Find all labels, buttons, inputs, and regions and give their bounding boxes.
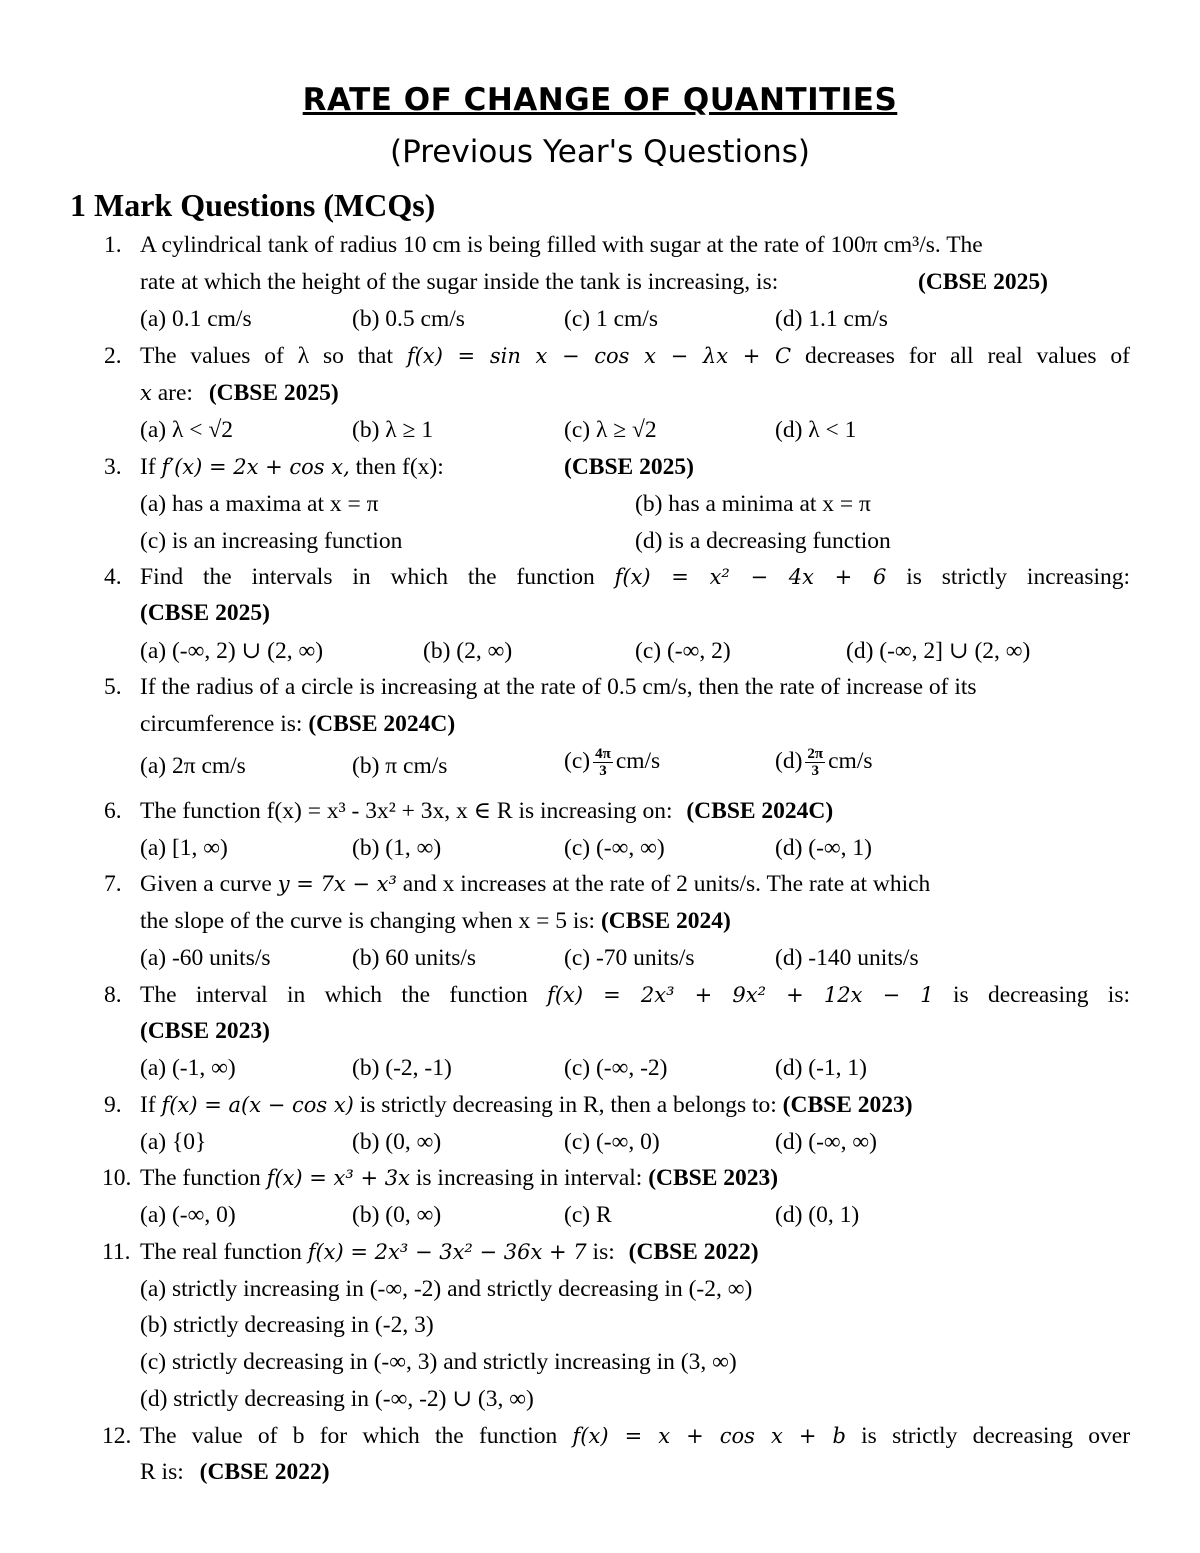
fraction	[805, 746, 825, 779]
option-b: (b) λ ≥ 1	[352, 417, 434, 443]
question-11	[102, 1237, 1130, 1267]
option-a: (a) 2π cm/s	[140, 753, 246, 779]
question-text: If the radius of a circle is increasing at the rate of 0.5 cm/s, then the rate of increase of its	[140, 674, 977, 700]
option-b: (b) strictly decreasing in (-2, 3)	[140, 1312, 434, 1338]
math-expression: f′(x) = 2x + cos x,	[161, 455, 350, 479]
question-7	[104, 869, 1130, 899]
question-text: is decreasing is:	[953, 982, 1131, 1008]
page-subtitle: (Previous Year's Questions)	[389, 134, 810, 170]
question-number: 2.	[104, 343, 122, 369]
option-d: (d) strictly decreasing in (-∞, -2) ∪ (3, ∞)	[140, 1386, 534, 1412]
question-number: 6.	[104, 798, 122, 824]
question-text: the slope of the curve is changing when x = 5 is:	[140, 908, 596, 934]
option-d: (d) -140 units/s	[775, 945, 919, 971]
option-c: (c) (-∞, -2)	[564, 1055, 668, 1081]
question-source: (CBSE 2024C)	[308, 711, 456, 737]
question-number: 5.	[104, 674, 122, 700]
question-text: rate at which the height of the sugar inside the tank is increasing, is:	[140, 269, 779, 295]
math-expression: f(x) = 2x³ + 9x² + 12x − 1	[547, 983, 934, 1007]
question-text: is:	[592, 1239, 615, 1265]
question-10	[102, 1163, 1130, 1193]
question-text: The function f(x) = x³ - 3x² + 3x, x ∈ R is increasing on:	[140, 798, 673, 824]
option-c	[564, 746, 660, 779]
option-d: (d) (-∞, ∞)	[775, 1129, 878, 1155]
option-a: (a) (-∞, 0)	[140, 1202, 236, 1228]
question-2	[104, 341, 1131, 371]
option-a: (a) [1, ∞)	[140, 835, 228, 861]
question-source: (CBSE 2023)	[140, 1018, 270, 1044]
question-4-line2	[140, 598, 1130, 628]
option-b: (b) (-2, -1)	[352, 1055, 452, 1081]
question-source: (CBSE 2025)	[208, 380, 339, 406]
question-2-line2	[140, 378, 1130, 408]
question-number: 9.	[104, 1092, 122, 1118]
question-6	[104, 796, 1130, 826]
option-c: (c) (-∞, ∞)	[564, 835, 665, 861]
question-8	[104, 980, 1131, 1010]
option-d: (d) is a decreasing function	[635, 528, 891, 554]
option-c: (c) (-∞, 0)	[564, 1129, 660, 1155]
option-b: (b) (0, ∞)	[352, 1129, 442, 1155]
option-d: (d) λ < 1	[775, 417, 857, 443]
question-number: 4.	[104, 564, 122, 590]
question-text: The value of b for which the function	[140, 1423, 558, 1449]
question-text: The values of λ so that	[140, 343, 394, 369]
question-7-line2	[140, 906, 1130, 936]
fraction-denominator: 3	[811, 763, 820, 780]
option-unit: cm/s	[615, 748, 661, 774]
question-number: 12.	[102, 1423, 132, 1449]
question-1	[104, 230, 1130, 260]
question-text: A cylindrical tank of radius 10 cm is being filled with sugar at the rate of 100π cm³/s. The	[140, 232, 983, 258]
question-number: 1.	[104, 232, 122, 258]
question-3	[104, 452, 1130, 482]
question-text: The real function	[140, 1239, 302, 1265]
question-number: 7.	[104, 871, 122, 897]
fraction-numerator: 4π	[595, 746, 611, 763]
option-b: (b) 60 units/s	[352, 945, 477, 971]
question-8-line2	[140, 1016, 1130, 1046]
option-d: (d) (-∞, 2] ∪ (2, ∞)	[846, 638, 1031, 664]
option-c: (c) is an increasing function	[140, 528, 403, 554]
option-a: (a) {0}	[140, 1129, 207, 1155]
question-source: (CBSE 2025)	[564, 454, 694, 480]
question-text: If	[140, 454, 156, 480]
question-text: and x increases at the rate of 2 units/s. The rate at which	[402, 871, 931, 897]
option-a: (a) has a maxima at x = π	[140, 491, 379, 517]
question-source: (CBSE 2023)	[648, 1165, 779, 1191]
question-5	[104, 672, 1130, 702]
option-label: (d)	[775, 748, 803, 774]
fraction-numerator: 2π	[807, 746, 824, 763]
question-text: R is:	[140, 1459, 184, 1485]
question-text: decreases for all real values of	[804, 343, 1131, 369]
question-text: If	[140, 1092, 156, 1118]
question-12-line2	[140, 1457, 1130, 1487]
option-b: (b) (2, ∞)	[423, 638, 513, 664]
question-source: (CBSE 2025)	[140, 600, 270, 626]
option-a: (a) -60 units/s	[140, 945, 271, 971]
question-number: 3.	[104, 454, 122, 480]
option-d: (d) (0, 1)	[775, 1202, 860, 1228]
option-b: (b) π cm/s	[352, 753, 448, 779]
question-text: is strictly increasing:	[906, 564, 1131, 590]
option-unit: cm/s	[828, 748, 873, 774]
question-source: (CBSE 2024C)	[686, 798, 834, 824]
math-expression: f(x) = 2x³ − 3x² − 36x + 7	[307, 1240, 587, 1264]
question-source: (CBSE 2025)	[918, 269, 1048, 295]
option-b: (b) (0, ∞)	[352, 1202, 442, 1228]
question-text: The function	[140, 1165, 261, 1191]
question-text: circumference is:	[140, 711, 303, 737]
option-a: (a) λ < √2	[140, 417, 234, 443]
page-title: RATE OF CHANGE OF QUANTITIES	[302, 82, 898, 118]
question-9	[104, 1090, 1130, 1120]
question-12	[102, 1421, 1131, 1451]
option-c: (c) 1 cm/s	[564, 306, 658, 332]
math-expression: f(x) = x + cos x + b	[572, 1424, 846, 1448]
question-text: is increasing in interval:	[415, 1165, 643, 1191]
math-expression: f(x) = x² − 4x + 6	[614, 565, 887, 589]
option-c: (c) (-∞, 2)	[635, 638, 731, 664]
option-b: (b) (1, ∞)	[352, 835, 442, 861]
question-number: 8.	[104, 982, 122, 1008]
question-number: 11.	[102, 1239, 131, 1265]
option-b: (b) has a minima at x = π	[635, 491, 871, 517]
question-text: Given a curve	[140, 871, 272, 897]
math-expression: y = 7x − x³	[277, 872, 397, 896]
option-a: (a) (-1, ∞)	[140, 1055, 236, 1081]
option-c: (c) strictly decreasing in (-∞, 3) and strictly increasing in (3, ∞)	[140, 1349, 737, 1375]
option-c: (c) -70 units/s	[564, 945, 695, 971]
question-text: The interval in which the function	[140, 982, 528, 1008]
fraction	[593, 746, 613, 779]
fraction-denominator: 3	[599, 763, 607, 780]
option-label: (c)	[564, 748, 591, 774]
question-text: then f(x):	[355, 454, 444, 480]
question-5-line2	[140, 709, 1130, 739]
question-source: (CBSE 2023)	[782, 1092, 913, 1118]
question-1-line2	[140, 267, 1130, 297]
math-variable: x	[140, 381, 152, 405]
question-source: (CBSE 2024)	[600, 908, 731, 934]
section-heading: 1 Mark Questions (MCQs)	[70, 187, 436, 223]
option-d: (d) (-1, 1)	[775, 1055, 868, 1081]
option-d: (d) (-∞, 1)	[775, 835, 873, 861]
option-a: (a) (-∞, 2) ∪ (2, ∞)	[140, 638, 324, 664]
question-text: are:	[157, 380, 193, 406]
question-4	[104, 562, 1131, 592]
question-source: (CBSE 2022)	[199, 1459, 330, 1485]
math-expression: f(x) = x³ + 3x	[266, 1166, 410, 1190]
option-c: (c) R	[564, 1202, 612, 1228]
question-text: is strictly decreasing over	[861, 1423, 1131, 1449]
math-expression: f(x) = sin x − cos x − λx + C	[406, 344, 792, 368]
option-d: (d) 1.1 cm/s	[775, 306, 888, 332]
option-c: (c) λ ≥ √2	[564, 417, 657, 443]
option-a: (a) strictly increasing in (-∞, -2) and strictly decreasing in (-2, ∞)	[140, 1276, 753, 1302]
question-source: (CBSE 2022)	[628, 1239, 759, 1265]
option-a: (a) 0.1 cm/s	[140, 306, 252, 332]
option-d	[775, 746, 873, 779]
question-text: Find the intervals in which the function	[140, 564, 595, 590]
question-number: 10.	[102, 1165, 132, 1191]
math-expression: f(x) = a(x − cos x)	[161, 1093, 354, 1117]
question-text: is strictly decreasing in R, then a belongs to:	[359, 1092, 777, 1118]
option-b: (b) 0.5 cm/s	[352, 306, 465, 332]
